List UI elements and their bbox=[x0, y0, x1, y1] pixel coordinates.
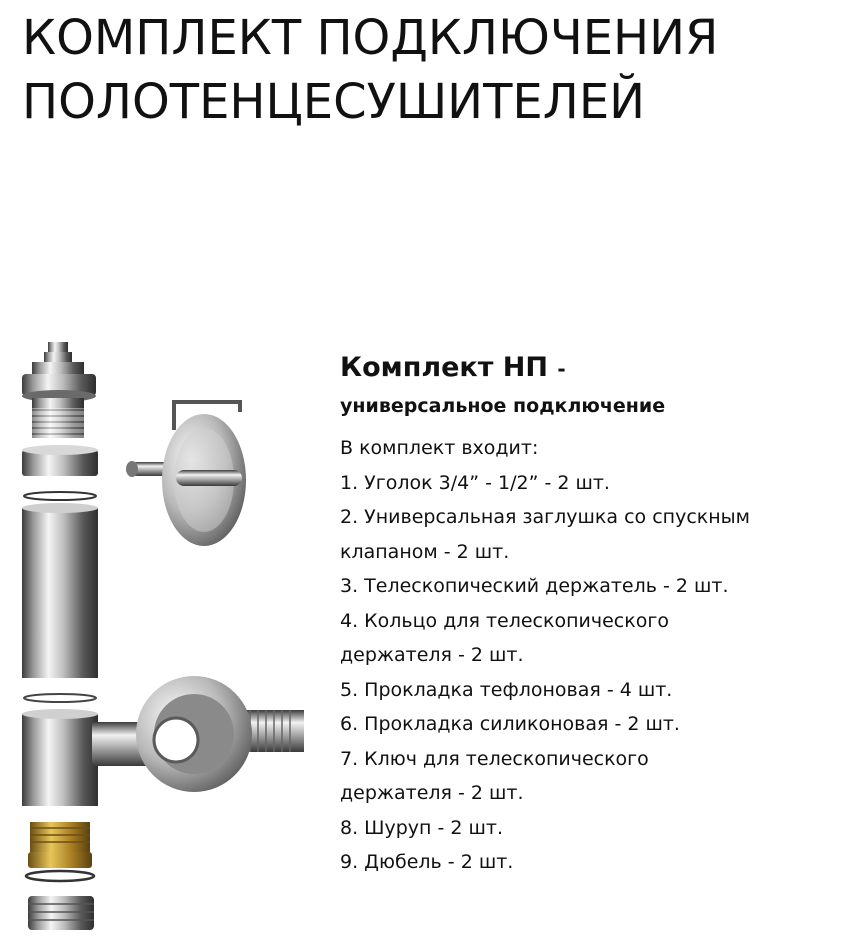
list-item: 8. Шуруп - 2 шт. bbox=[340, 816, 504, 839]
title-line-1: КОМПЛЕКТ ПОДКЛЮЧЕНИЯ bbox=[22, 10, 719, 66]
kit-title-text: Комплект НП bbox=[340, 352, 548, 383]
list-item: клапаном - 2 шт. bbox=[340, 540, 510, 563]
list-item: держателя - 2 шт. bbox=[340, 782, 524, 804]
list-item: 3. Телескопический держатель - 2 шт. bbox=[340, 575, 729, 597]
kit-list-lead: В комплект входит: bbox=[340, 437, 539, 459]
kit-description bbox=[340, 348, 840, 880]
list-item: держателя - 2 шт. bbox=[340, 644, 524, 666]
kit-title-dash: - bbox=[557, 357, 566, 381]
teflon-gasket bbox=[24, 492, 96, 500]
sealing-ring bbox=[26, 871, 94, 881]
list-item: 7. Ключ для телескопического bbox=[340, 747, 649, 770]
list-item: 4. Кольцо для телескопического bbox=[340, 609, 669, 632]
list-item: 6. Прокладка силиконовая - 2 шт. bbox=[340, 713, 680, 735]
threaded-nut bbox=[28, 896, 94, 930]
page-title bbox=[22, 6, 837, 134]
list-item: 1. Уголок 3/4” - 1/2” - 2 шт. bbox=[340, 471, 610, 494]
list-item: 9. Дюбель - 2 шт. bbox=[340, 851, 514, 873]
list-item: 5. Прокладка тефлоновая - 4 шт. bbox=[340, 678, 673, 701]
brass-fitting bbox=[28, 822, 92, 868]
drain-valve-cap bbox=[22, 342, 96, 438]
kit-subtitle: универсальное подключение bbox=[340, 395, 666, 417]
silicone-gasket bbox=[24, 694, 96, 702]
list-item: 2. Универсальная заглушка со спускным bbox=[340, 506, 750, 528]
pipe-connection-kit-illustration bbox=[0, 330, 320, 941]
angle-valve bbox=[22, 676, 304, 806]
telescopic-holder-ring bbox=[22, 445, 98, 476]
kit-title bbox=[340, 348, 840, 389]
kit-contents-list bbox=[340, 466, 840, 880]
telescopic-holder-tube bbox=[22, 503, 98, 678]
title-line-2: ПОЛОТЕНЦЕСУШИТЕЛЕЙ bbox=[22, 74, 646, 130]
wall-bracket bbox=[126, 402, 246, 546]
